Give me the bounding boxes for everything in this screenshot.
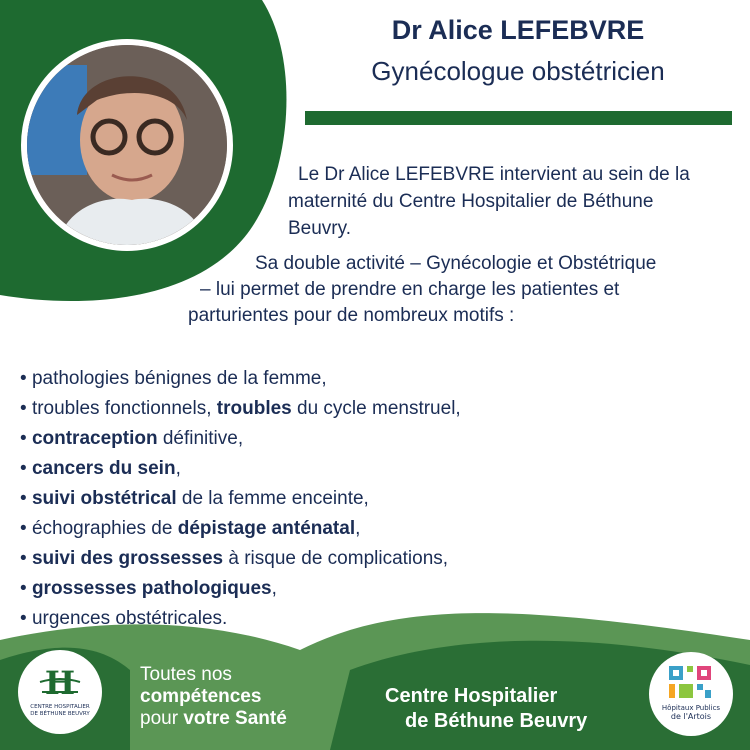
list-item: • troubles fonctionnels, troubles du cycle menstruel, (20, 394, 461, 424)
svg-text:DE BÉTHUNE BEUVRY: DE BÉTHUNE BEUVRY (30, 711, 90, 717)
list-item: • suivi des grossesses à risque de complications, (20, 544, 461, 574)
intro-line-3: Beuvry. (288, 218, 352, 239)
svg-text:H: H (44, 664, 76, 702)
svg-text:de l'Artois: de l'Artois (670, 712, 712, 721)
svg-text:CENTRE HOSPITALIER: CENTRE HOSPITALIER (30, 704, 90, 710)
intro-line-6: parturientes pour de nombreux motifs : (188, 305, 515, 326)
list-item: • urgences obstétricales. (20, 604, 461, 634)
list-item: • cancers du sein, (20, 454, 461, 484)
intro-line-5: – lui permet de prendre en charge les patientes et (200, 279, 620, 300)
footer-tagline: Toutes nos compétences pour votre Santé (140, 664, 287, 729)
footer-hospital-name: Centre Hospitalier de Béthune Beuvry (385, 685, 588, 732)
intro-line-2: maternité du Centre Hospitalier de Béthune (288, 191, 654, 212)
list-item: • suivi obstétrical de la femme enceinte, (20, 484, 461, 514)
hospital-logo-right (649, 652, 733, 736)
list-item: • pathologies bénignes de la femme, (20, 364, 461, 394)
svg-text:Hôpitaux Publics: Hôpitaux Publics (661, 704, 721, 712)
intro-line-4: Sa double activité – Gynécologie et Obstétrique (255, 253, 657, 274)
list-item: • échographies de dépistage anténatal, (20, 514, 461, 544)
intro-line-1: Le Dr Alice LEFEBVRE intervient au sein de la (298, 164, 690, 185)
doctor-specialty: Gynécologue obstétricien (371, 56, 665, 86)
doctor-name: Dr Alice LEFEBVRE (391, 15, 645, 45)
hospital-logo-left (18, 650, 102, 734)
title-divider (305, 111, 732, 125)
list-item: • grossesses pathologiques, (20, 574, 461, 604)
reasons-list (20, 364, 461, 634)
list-item: • contraception définitive, (20, 424, 461, 454)
doctor-portrait-photo (21, 39, 233, 251)
